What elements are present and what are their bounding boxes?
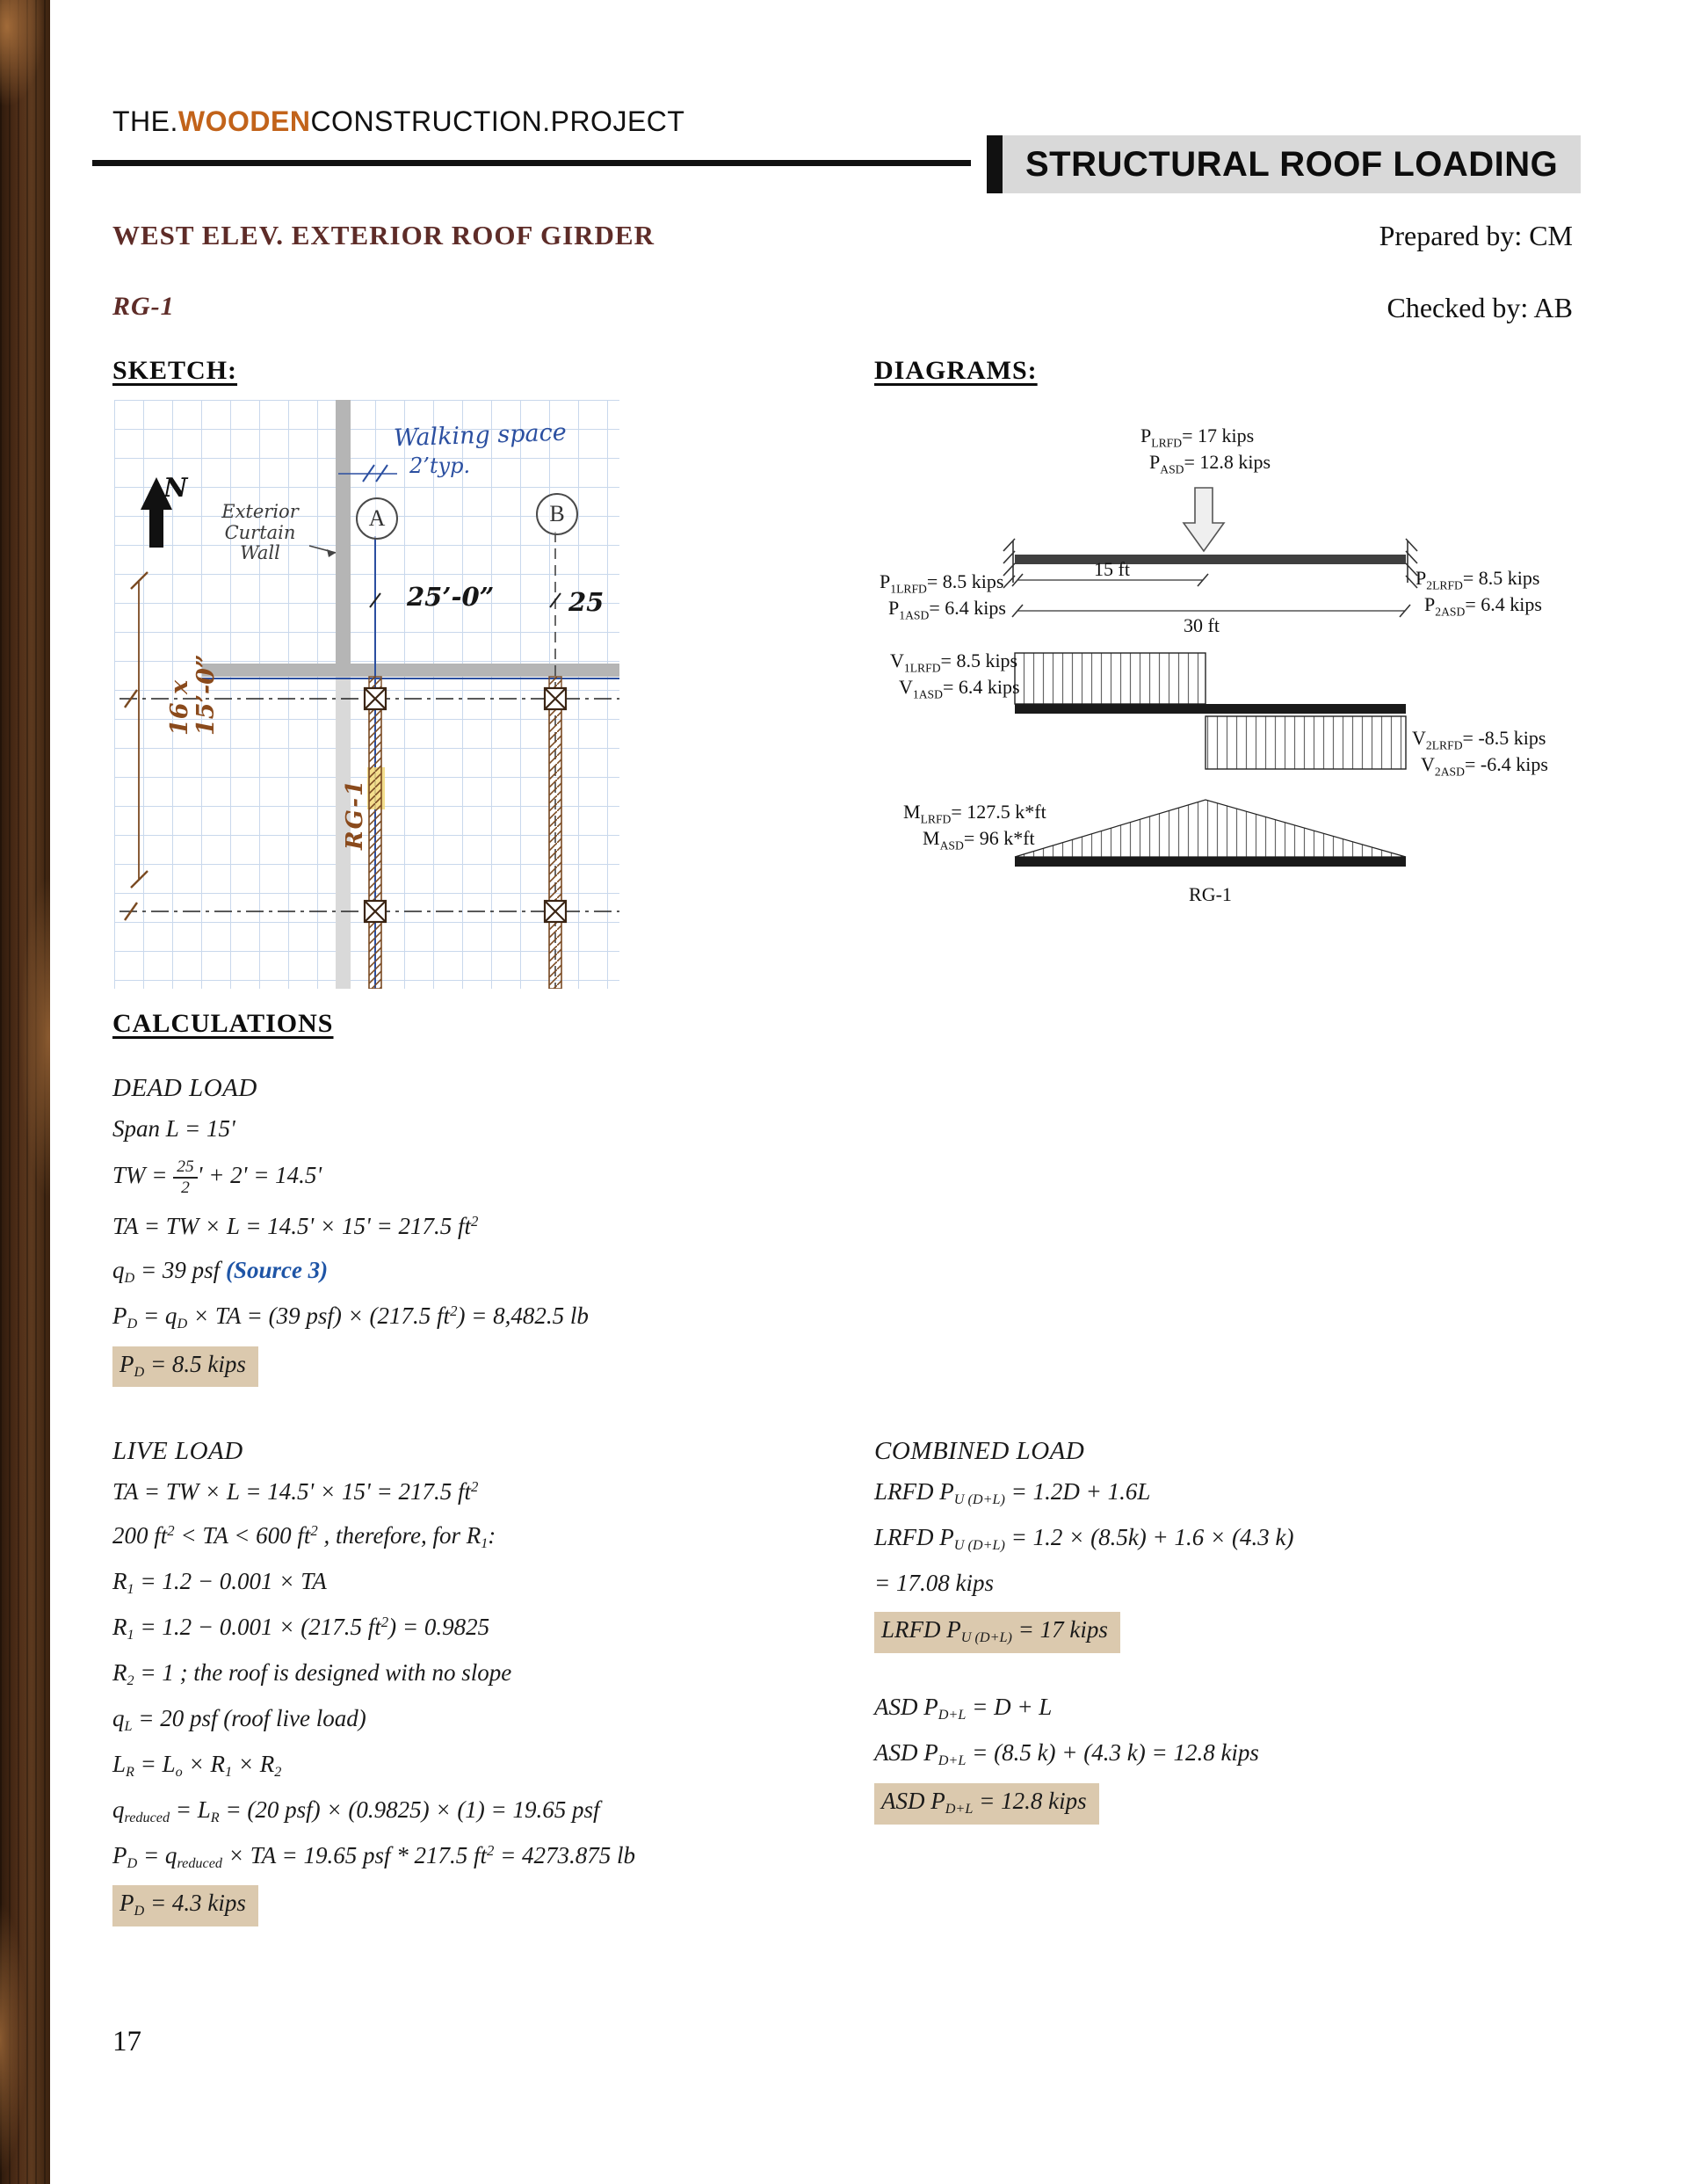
calc-line: TA = TW × L = 14.5' × 15' = 217.5 $ft^2$ (112, 1212, 479, 1239)
left-reaction-asd: $P_{1ASD}= 6.4$ kips (888, 597, 1006, 622)
combined-load-title: COMBINED LOAD (874, 1437, 1085, 1465)
sheet-tag: RG-1 (112, 292, 175, 321)
result-highlight: ASD $P_{D+L} = 12.8$ kips (874, 1783, 1099, 1825)
shear-left-asd: $V_{1ASD}= 6.4$ kips (899, 676, 1020, 701)
full-span-dimension: 30 ft (1184, 614, 1220, 636)
brand-logo (112, 105, 684, 138)
result-highlight: $P_D = 4.3$ kips (112, 1885, 258, 1926)
dead-load-title: DEAD LOAD (112, 1074, 257, 1102)
checked-by: Checked by: AB (1387, 292, 1573, 323)
calculations-heading: CALCULATIONS (112, 1009, 334, 1038)
exterior-wall-label: Exterior Curtain Wall (221, 501, 299, 564)
grid-a-letter: A (368, 505, 386, 531)
beam-tag-label: RG-1 (1189, 883, 1232, 905)
left-reaction-label (880, 570, 1006, 623)
brand-pre: THE. (112, 105, 178, 137)
calc-line: TA = TW × L = 14.5' × 15' = 217.5 $ft^2$ (112, 1477, 479, 1505)
calc-line: $P_D = q_{reduced}$ × TA = 19.65 psf * 217.5 $ft^2 = 4273.875$ lb (112, 1841, 636, 1871)
shear-left-label (890, 649, 1020, 702)
calc-line: TW = $\frac{25}{2}$ ' + 2' = 14.5' (112, 1157, 322, 1197)
calc-line: $P_D = q_D$ × TA = (39 psf) × (217.5 $ft^2) = 8,482.5$ lb (112, 1302, 589, 1331)
joist-layout-label: 16 x 15’-0” (166, 654, 221, 736)
calc-line: 200 $ft^2$ < TA < 600 $ft^2$ , therefore, for $R_1$: (112, 1521, 496, 1551)
grid-bubble-b (536, 493, 578, 535)
dead-load-result (112, 1346, 851, 1388)
live-load-section (112, 1437, 868, 1926)
spacer (874, 1653, 1577, 1692)
moment-lrfd: $M_{LRFD}= 127.5$ k*ft (903, 801, 1046, 826)
shear-left-lrfd: $V_{1LRFD}= 8.5$ kips (890, 649, 1018, 675)
bay-dimension-label: 25’-0” (407, 582, 495, 612)
calc-line: $q_L = 20$ psf (roof live load) (112, 1704, 366, 1734)
plan-sketch (114, 400, 619, 989)
point-load-label (1140, 424, 1271, 477)
right-reaction-lrfd: $P_{2LRFD}= 8.5$ kips (1415, 567, 1540, 592)
shear-right-asd: $V_{2ASD}= -6.4$ kips (1421, 753, 1548, 779)
banner-title: STRUCTURAL ROOF LOADING (1003, 135, 1581, 193)
calc-line: $R_1 = 1.2 - 0.001 \times (217.5$ $ft^2) = 0.9825$ (112, 1613, 490, 1643)
result-highlight: $P_D = 8.5$ kips (112, 1346, 258, 1388)
right-reaction-label (1415, 567, 1542, 620)
calc-line: $R_1 = 1.2 - 0.001$ × TA (112, 1568, 327, 1597)
banner-accent-bar (987, 135, 1003, 193)
shear-right-lrfd: $V_{2LRFD}= -8.5$ kips (1412, 727, 1546, 752)
sketch-heading: SKETCH: (112, 356, 238, 385)
girder-tag-label: RG-1 (342, 778, 368, 850)
result-highlight: LRFD $P_{U (D+L)} = 17$ kips (874, 1612, 1120, 1653)
sheet-title: WEST ELEV. EXTERIOR ROOF GIRDER (112, 220, 655, 250)
dead-load-section (112, 1074, 851, 1387)
point-load-asd: $P_{ASD}= 12.8$ kips (1149, 451, 1271, 476)
asd-result (874, 1783, 1577, 1825)
walking-space-label: Walking space (393, 418, 568, 453)
right-reaction-asd: $P_{2ASD}= 6.4$ kips (1424, 593, 1542, 619)
page-number: 17 (112, 2026, 141, 2057)
brand-accent: WOODEN (177, 105, 311, 137)
live-load-result (112, 1885, 868, 1926)
brand-post: CONSTRUCTION.PROJECT (310, 105, 685, 137)
live-load-title: LIVE LOAD (112, 1437, 243, 1465)
shear-right-label (1412, 727, 1548, 780)
half-span-dimension: 15 ft (1094, 558, 1130, 580)
wood-border (0, 0, 50, 2184)
calc-line: $q_D = 39$ psf (Source 3) (112, 1256, 329, 1286)
calc-line: $q_{reduced} = L_R = (20$ psf) × (0.9825) × (1) = 19.65 psf (112, 1796, 600, 1825)
north-label: N (163, 473, 188, 504)
banner (987, 135, 1581, 193)
combined-load-section (874, 1437, 1577, 1825)
moment-asd: $M_{ASD}= 96$ k*ft (923, 827, 1035, 853)
calc-line: ASD $P_{D+L} = (8.5$ k) + (4.3 k) = 12.8 kips (874, 1738, 1259, 1768)
moment-label (903, 801, 1046, 853)
beam-diagrams (874, 400, 1577, 971)
walking-typ-label: 2’typ. (409, 453, 471, 478)
prepared-by: Prepared by: CM (1379, 220, 1573, 251)
calc-line: LRFD $P_{U (D+L)} = 1.2 \times (8.5k) + 1.6 \times (4.3$ k) (874, 1523, 1294, 1553)
header-rule (92, 160, 971, 166)
calc-line: = 17.08 kips (874, 1569, 994, 1596)
left-reaction-lrfd: $P_{1LRFD}= 8.5$ kips (880, 570, 1004, 596)
grid-b-letter: B (549, 501, 565, 526)
lrfd-result (874, 1612, 1577, 1653)
calc-line: Span L = 15' (112, 1115, 235, 1142)
calc-line: ASD $P_{D+L} = D + L$ (874, 1693, 1053, 1723)
calc-line: $L_R = L_o \times R_1 \times R_2$ (112, 1750, 282, 1780)
next-bay-dimension-label: 25 (568, 587, 605, 617)
grid-bubble-a (356, 497, 398, 540)
point-load-lrfd: $P_{LRFD}= 17$ kips (1140, 424, 1255, 450)
calc-line: $R_2 = 1$ ; the roof is designed with no slope (112, 1658, 512, 1688)
diagrams-heading: DIAGRAMS: (874, 356, 1038, 385)
calc-line: LRFD $P_{U (D+L)} = 1.2D + 1.6L$ (874, 1478, 1151, 1507)
